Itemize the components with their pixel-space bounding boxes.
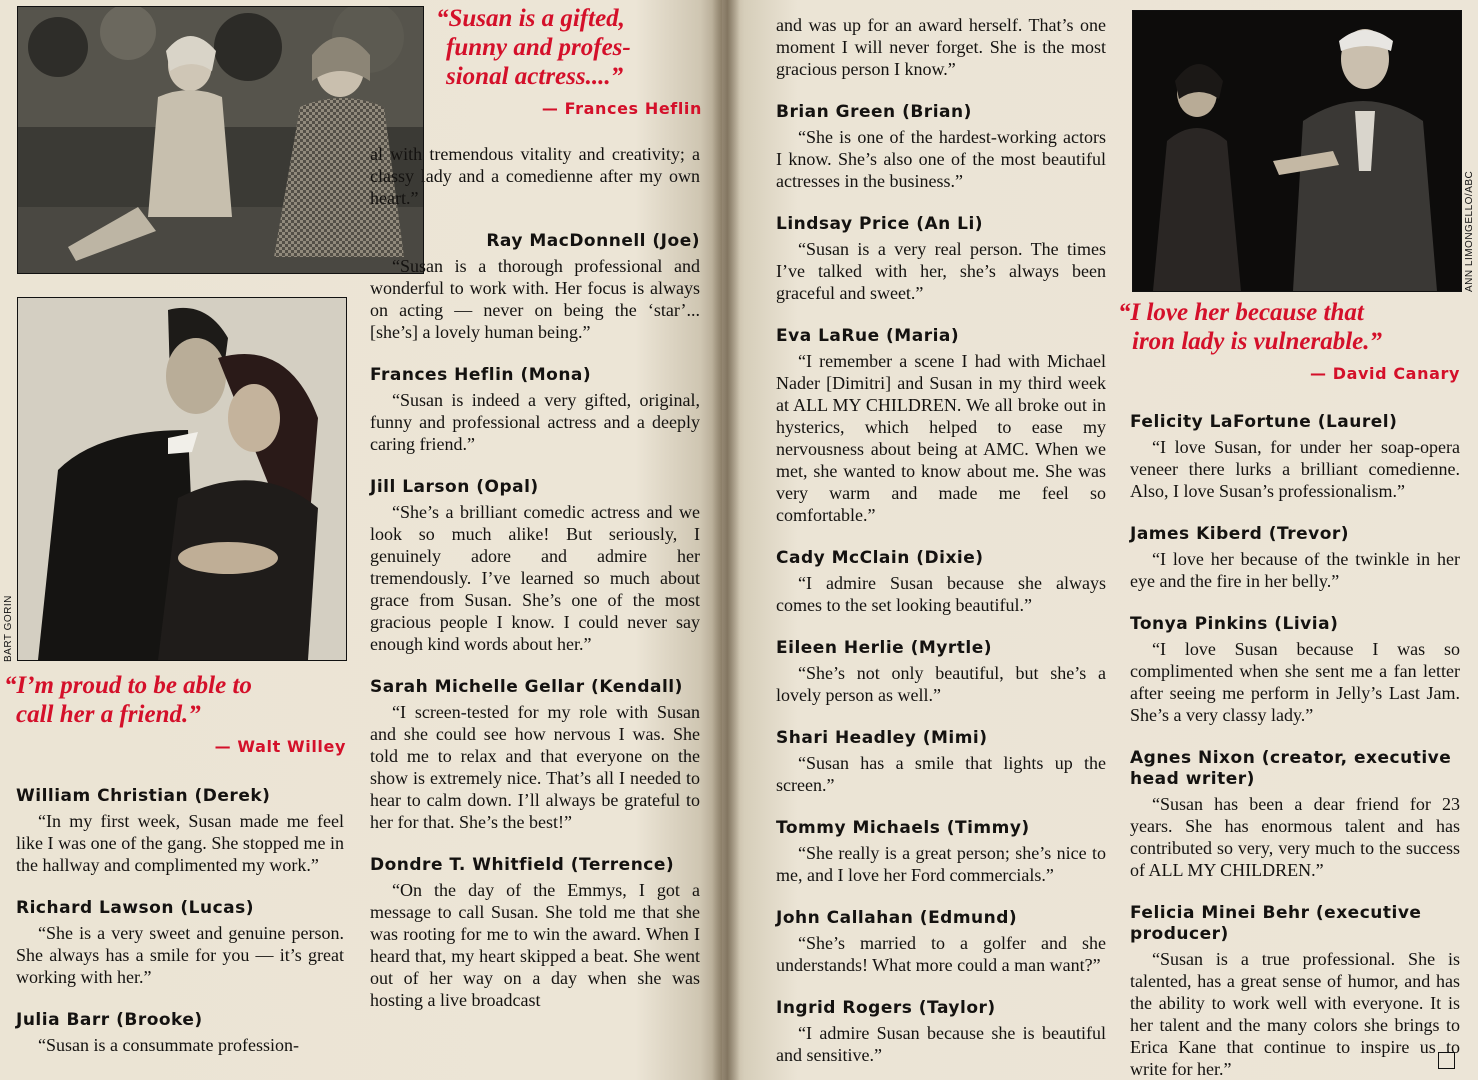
entry-name: Dondre T. Whitfield (Terrence) [370, 855, 675, 875]
pullquote-willey [4, 671, 346, 756]
photo-garden-scene [17, 6, 424, 274]
tribute-entry [1130, 412, 1460, 502]
entry-name: Tonya Pinkins (Livia) [1130, 614, 1339, 634]
tribute-entry [370, 855, 700, 1011]
pullquote-heflin [436, 4, 704, 118]
entry-name: Felicity LaFortune (Laurel) [1130, 412, 1398, 432]
photo-stage-illustration [1133, 11, 1461, 291]
entry-quote: “Susan has a smile that lights up the screen.” [776, 753, 1106, 795]
entry-name: Ray MacDonnell (Joe) [486, 231, 700, 251]
right-page-column-2 [1130, 412, 1460, 1080]
entry-quote: “I love Susan, for under her soap-opera veneer there lurks a brilliant comedienne. Also, I love Susan’s professionalism.” [1130, 437, 1460, 501]
tribute-entry [16, 1010, 344, 1056]
pullquote-text: call her a friend.” [16, 701, 201, 728]
entry-name: Eva LaRue (Maria) [776, 326, 960, 346]
entry-name: Eileen Herlie (Myrtle) [776, 638, 992, 658]
entry-name: Frances Heflin (Mona) [370, 365, 592, 385]
pullquote-text: sional actress....” [446, 63, 624, 90]
tribute-entry [16, 786, 344, 876]
photo-credit: ANN LIMONGELLO/ABC [1464, 170, 1475, 292]
pullquote-text: iron lady is vulnerable.” [1132, 328, 1383, 355]
entry-quote: “She’s a brilliant comedic actress and we look so much alike! But seriously, I genuinely adore and admire her tremendously. I’ve learned so much about grace from Susan. She’s one of the most gracious people I know. I could never say enough kind words about her.” [370, 502, 700, 654]
left-page-column-1 [16, 786, 344, 1078]
continued-quote: al with tremendous vitality and creativity; a classy lady and a comedienne after my own heart.” [370, 144, 700, 208]
entry-quote: “Susan is a thorough professional and wonderful to work with. Her focus is always on acting — never on being the ‘star’... [she’s] a lovely human being.” [370, 256, 700, 342]
tribute-entry [370, 365, 700, 455]
entry-quote: “I love her because of the twinkle in her eye and the fire in her belly.” [1130, 549, 1460, 591]
pullquote-attribution: — Frances Heflin [541, 99, 702, 118]
page-gutter [712, 0, 740, 1080]
tribute-entry [370, 477, 700, 655]
entry-quote: “I remember a scene I had with Michael Nader [Dimitri] and Susan in my third week at ALL MY CHILDREN. We all broke out in hysterics, which helped to ease my nervousness about being at AMC. When we met, she wanted to know about me. She was very warm and made me feel so comfortable.” [776, 351, 1106, 525]
photo-credit: BART GORIN [3, 595, 14, 662]
entry-name: Sarah Michelle Gellar (Kendall) [370, 677, 683, 697]
right-page [722, 0, 1478, 1080]
entry-quote: “Susan is indeed a very gifted, original, funny and professional actress and a deeply caring friend.” [370, 390, 700, 454]
entry-quote: “I admire Susan because she is beautiful and sensitive.” [776, 1023, 1106, 1065]
entry-name: Shari Headley (Mimi) [776, 728, 988, 748]
entry-name: Richard Lawson (Lucas) [16, 898, 255, 918]
tribute-entry [776, 998, 1106, 1066]
left-page-column-2 [370, 143, 700, 1033]
entry-name: Felicia Minei Behr (executive producer) [1130, 903, 1422, 944]
pullquote-text: “Susan is a gifted, [436, 5, 625, 32]
entry-name: Agnes Nixon (creator, executive head writer) [1130, 748, 1452, 789]
end-of-article-box [1438, 1052, 1455, 1069]
tribute-entry [776, 818, 1106, 886]
tribute-entry [370, 231, 700, 343]
entry-name: Brian Green (Brian) [776, 102, 972, 122]
entry-quote: “Susan is a very real person. The times I’ve talked with her, she’s always been graceful and sweet.” [776, 239, 1106, 303]
photo-couple-illustration [18, 298, 346, 660]
entry-quote: “She’s married to a golfer and she understands! What more could a man want?” [776, 933, 1106, 975]
entry-quote: “I love Susan because I was so complimented when she sent me a fan letter after seeing me perform in Jelly’s Last Jam. She’s a very classy lady.” [1130, 639, 1460, 725]
pullquote-text: “I’m proud to be able to [4, 672, 252, 699]
photo-stage-scene [1132, 10, 1462, 292]
entry-name: John Callahan (Edmund) [776, 908, 1018, 928]
tribute-entry [776, 102, 1106, 192]
entry-quote: “She’s not only beautiful, but she’s a lovely person as well.” [776, 663, 1106, 705]
pullquote-attribution: — Walt Willey [214, 737, 346, 756]
tribute-entry [1130, 524, 1460, 592]
left-page [0, 0, 722, 1080]
tribute-entry [776, 326, 1106, 526]
tribute-entry [776, 214, 1106, 304]
pullquote-canary [1118, 298, 1460, 383]
entry-name: William Christian (Derek) [16, 786, 271, 806]
entry-quote: “In my first week, Susan made me feel like I was one of the gang. She stopped me in the hallway and complimented my work.” [16, 811, 344, 875]
entry-quote: “She is a very sweet and genuine person. She always has a smile for you — it’s great working with her.” [16, 923, 344, 987]
entry-quote: “Susan is a consummate profession- [38, 1035, 299, 1055]
photo-garden-illustration [18, 7, 423, 273]
tribute-entry [370, 677, 700, 833]
entry-quote: “Susan is a true professional. She is talented, has a great sense of humor, and has the ability to work well with everyone. It is her talent and the many colors she brings to Erica Kane that continue to inspire us to write for her.” [1130, 949, 1460, 1079]
photo-couple [17, 297, 347, 661]
tribute-entry [776, 638, 1106, 706]
tribute-entry [776, 548, 1106, 616]
entry-name: James Kiberd (Trevor) [1130, 524, 1350, 544]
tribute-entry [1130, 903, 1460, 1080]
entry-quote: “She is one of the hardest-working actors I know. She’s also one of the most beautiful actresses in the business.” [776, 127, 1106, 191]
tribute-entry [1130, 614, 1460, 726]
entry-name: Tommy Michaels (Timmy) [776, 818, 1030, 838]
pullquote-text: funny and profes- [446, 34, 631, 61]
entry-quote: “I admire Susan because she always comes to the set looking beautiful.” [776, 573, 1106, 615]
tribute-entry [776, 908, 1106, 976]
tribute-entry [16, 898, 344, 988]
entry-quote: “I screen-tested for my role with Susan and she could see how nervous I was. She told me to relax and that everyone on the show is extremely nice. That’s all I needed to hear to calm down. I’ll always be grateful to her for that. She’s the best!” [370, 702, 700, 832]
right-page-column-1 [776, 14, 1106, 1080]
pullquote-text: “I love her because that [1118, 299, 1364, 326]
entry-name: Cady McClain (Dixie) [776, 548, 984, 568]
entry-name: Ingrid Rogers (Taylor) [776, 998, 996, 1018]
continued-quote: and was up for an award herself. That’s one moment I will never forget. She is the most gracious person I know.” [776, 15, 1106, 79]
entry-name: Julia Barr (Brooke) [16, 1010, 203, 1030]
entry-quote: “Susan has been a dear friend for 23 years. She has enormous talent and has contributed so very, very much to the success of ALL MY CHILDREN.” [1130, 794, 1460, 880]
entry-quote: “She really is a great person; she’s nice to me, and I love her Ford commercials.” [776, 843, 1106, 885]
tribute-entry [776, 728, 1106, 796]
entry-quote: “On the day of the Emmys, I got a message to call Susan. She told me that she was rooting for me to win the award. When I heard that, my heart skipped a beat. She went out of her way on a day when she was hosting a live broadcast [370, 880, 700, 1010]
tribute-entry [1130, 748, 1460, 881]
pullquote-attribution: — David Canary [1309, 364, 1460, 383]
entry-name: Jill Larson (Opal) [370, 477, 539, 497]
entry-name: Lindsay Price (An Li) [776, 214, 984, 234]
